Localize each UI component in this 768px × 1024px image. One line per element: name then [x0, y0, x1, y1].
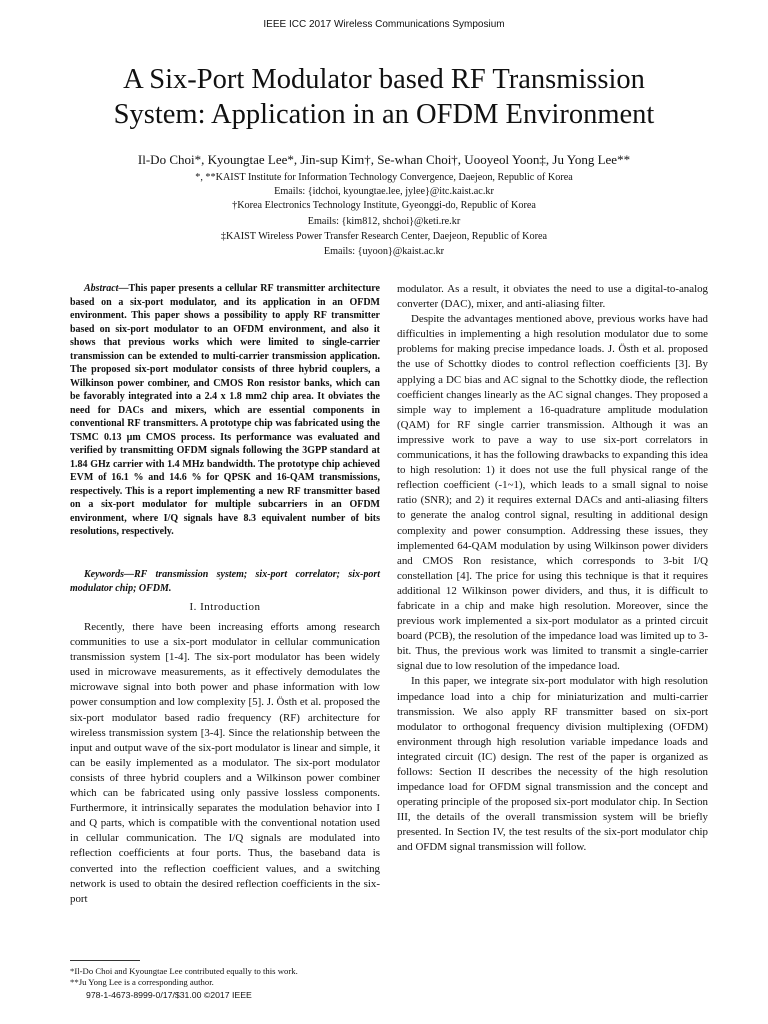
title-line-2: System: Application in an OFDM Environment: [113, 99, 655, 130]
affiliation-2: †Korea Electronics Technology Institute, Gyeonggi-do, Republic of Korea: [232, 200, 536, 211]
footnote-divider: [70, 960, 140, 961]
paper-title: [40, 62, 728, 132]
abstract-text: —This paper presents a cellular RF transmitter architecture based on a six-port modulator, and its application in an OFDM environment. This paper shows a possibility to apply RF transmitter based on six-port modulator to an OFDM environment, and also it shows that previous works which were limited to single-carrier transmission can be extended to multi-carrier transmission application. The proposed six-port modulator consists of three hybrid couplers, a Wilkinson power combiner, and CMOS Ron resistor banks, which can be favorably integrated into a 2.4 x 1.8 mm2 chip area. It obviates the need for DACs and mixers, which are essential components in conventional RF transmitters. A prototype chip was fabricated using the TSMC 0.13 µm CMOS process. Its performance was evaluated and verified by transmitting OFDM signals following the 3GPP standard at 1.84 GHz carrier with 1.4 MHz bandwidth. The prototype chip achieved EVM of 16.1 % and 14.6 % for QPSK and 16-QAM transmissions, respectively. This is a report implementing a new RF transmitter based on a six-port modulator for multiple subcarriers in an OFDM environment, where I/Q signals have 8.3 equivalent number of bits resolutions, respectively.: [70, 283, 380, 537]
footnotes: [70, 966, 390, 988]
keywords-label: Keywords: [84, 569, 124, 580]
affiliation-emails-2: Emails: {kim812, shchoi}@keti.re.kr: [307, 216, 461, 227]
intro-paragraph-1: Recently, there have been increasing efforts among research communities to use a six-port modulator in cellular communication transmission system [1-4]. The six-port modulator has been widely used in microwave measurements, as it effectively demodulates the microwave signal into both power and phase information with low power consumption and low complexity [5]. J. Östh et al. proposed the six-port modulator based radio frequency (RF) architecture for wireless transmission system [3-4]. Since the relationship between the input and output wave of the six-port modulator is linear and simple, it can be easily implemented as a modulator. The six-port modulator consists of three hybrid couplers and a Wilkinson power combiner which can be fabricated using only passive lossless components. Furthermore, it intrinsically separates the modulation behavior into I and Q parts, which is compatible with the conventional notation used in cellular communication. The I/Q signals are modulated into reflection coefficients at four ports. Thus, the baseband data is converted into the reflection coefficient values, and a switching network is used to obtain the desired reflection coefficients in the six-port: [70, 621, 380, 905]
introduction-body: [70, 620, 380, 907]
affiliation-3: ‡KAIST Wireless Power Transfer Research Center, Daejeon, Republic of Korea: [220, 231, 548, 242]
running-header: IEEE ICC 2017 Wireless Communications Symposium: [263, 19, 505, 30]
copyright-line: 978-1-4673-8999-0/17/$31.00 ©2017 IEEE: [86, 990, 252, 1000]
section-heading-introduction: I. Introduction: [189, 601, 261, 613]
affiliation-emails-1: Emails: {idchoi, kyoungtae.lee, jylee}@itc.kaist.ac.kr: [274, 186, 494, 197]
right-column-body: [397, 282, 708, 856]
author-list: Il-Do Choi*, Kyoungtae Lee*, Jin-sup Kim†, Se-whan Choi†, Uooyeol Yoon‡, Ju Yong Lee**: [137, 152, 631, 167]
keywords: [70, 568, 380, 595]
title-line-1: A Six-Port Modulator based RF Transmission: [123, 64, 645, 95]
keywords-text: —RF transmission system; six-port correlator; six-port modulator chip; OFDM.: [70, 569, 380, 594]
affiliation-1: *, **KAIST Institute for Information Technology Convergence, Daejeon, Republic of Korea: [195, 172, 573, 183]
footnote-2: **Ju Yong Lee is a corresponding author.: [70, 976, 214, 987]
affiliation-emails-3: Emails: {uyoon}@kaist.ac.kr: [323, 246, 445, 257]
abstract: [70, 282, 380, 539]
footnote-1: *Il-Do Choi and Kyoungtae Lee contributed equally to this work.: [70, 966, 298, 976]
right-paragraph-2: Despite the advantages mentioned above, previous works have had difficulties in implementing a high resolution modulator due to some problems for making precise impedance loads. J. Östh et al. proposed the use of Schottky diodes to control reflection coefficients [3]. By applying a DC bias and AC signal to the Schottky diode, the reflection coefficient changes linearly as the AC signal changes. They proposed a simple way to implement a 16-quadrature amplitude modulation (QAM) for RF single carrier transmission. Although it was an impressive work to pave a way to use six-port correlators in communications, it has the following drawbacks to expanding this idea to high resolution: 1) it does not use the full physical range of the reflection coefficient (-1~1), which leads to a small signal to noise ratio (SNR); and 2) it requires external DACs and anti-aliasing filters to generate the analog control signal, resulting in additional design complexity and power consumption. Addressing these issues, they implemented 64-QAM modulation by using Wilkinson power dividers and CMOS Ron resistance, which corresponds to 3-bit I/Q constellation [4]. The price for using this technique is that it requires additional 12 Wilkinson power dividers, and thus, it is difficult to fabricate in a chip and make high resolution. Moreover, since the previous work implemented a six-port modulator as a printed circuit board (PCB), the resolution of the impedance load was limited up to 3-bit. Thus, the previous work was limited to transmit a single-carrier signal due to low resolution of the impedance load.: [397, 313, 708, 673]
right-paragraph-1: modulator. As a result, it obviates the need to use a digital-to-analog converter (DAC), mixer, and anti-aliasing filter.: [397, 283, 708, 311]
right-paragraph-3: In this paper, we integrate six-port modulator with high resolution impedance load into a chip for miniaturization and multi-carrier transmission. We also apply RF transmitter based on six-port modulator to orthogonal frequency division multiplexing (OFDM) environment through high resolution variable impedance loads and integrated circuit (IC) design. The rest of the paper is organized as follows: Section II describes the necessity of the high resolution impedance load for OFDM signal transmission and the concept and operating principle of the proposed six-port modulator chip. In Section III, the details of the overall transmission system will be briefly presented. In Section IV, the test results of the six-port modulator chip and OFDM signal transmission will follow.: [397, 675, 708, 854]
abstract-label: Abstract: [84, 283, 119, 294]
